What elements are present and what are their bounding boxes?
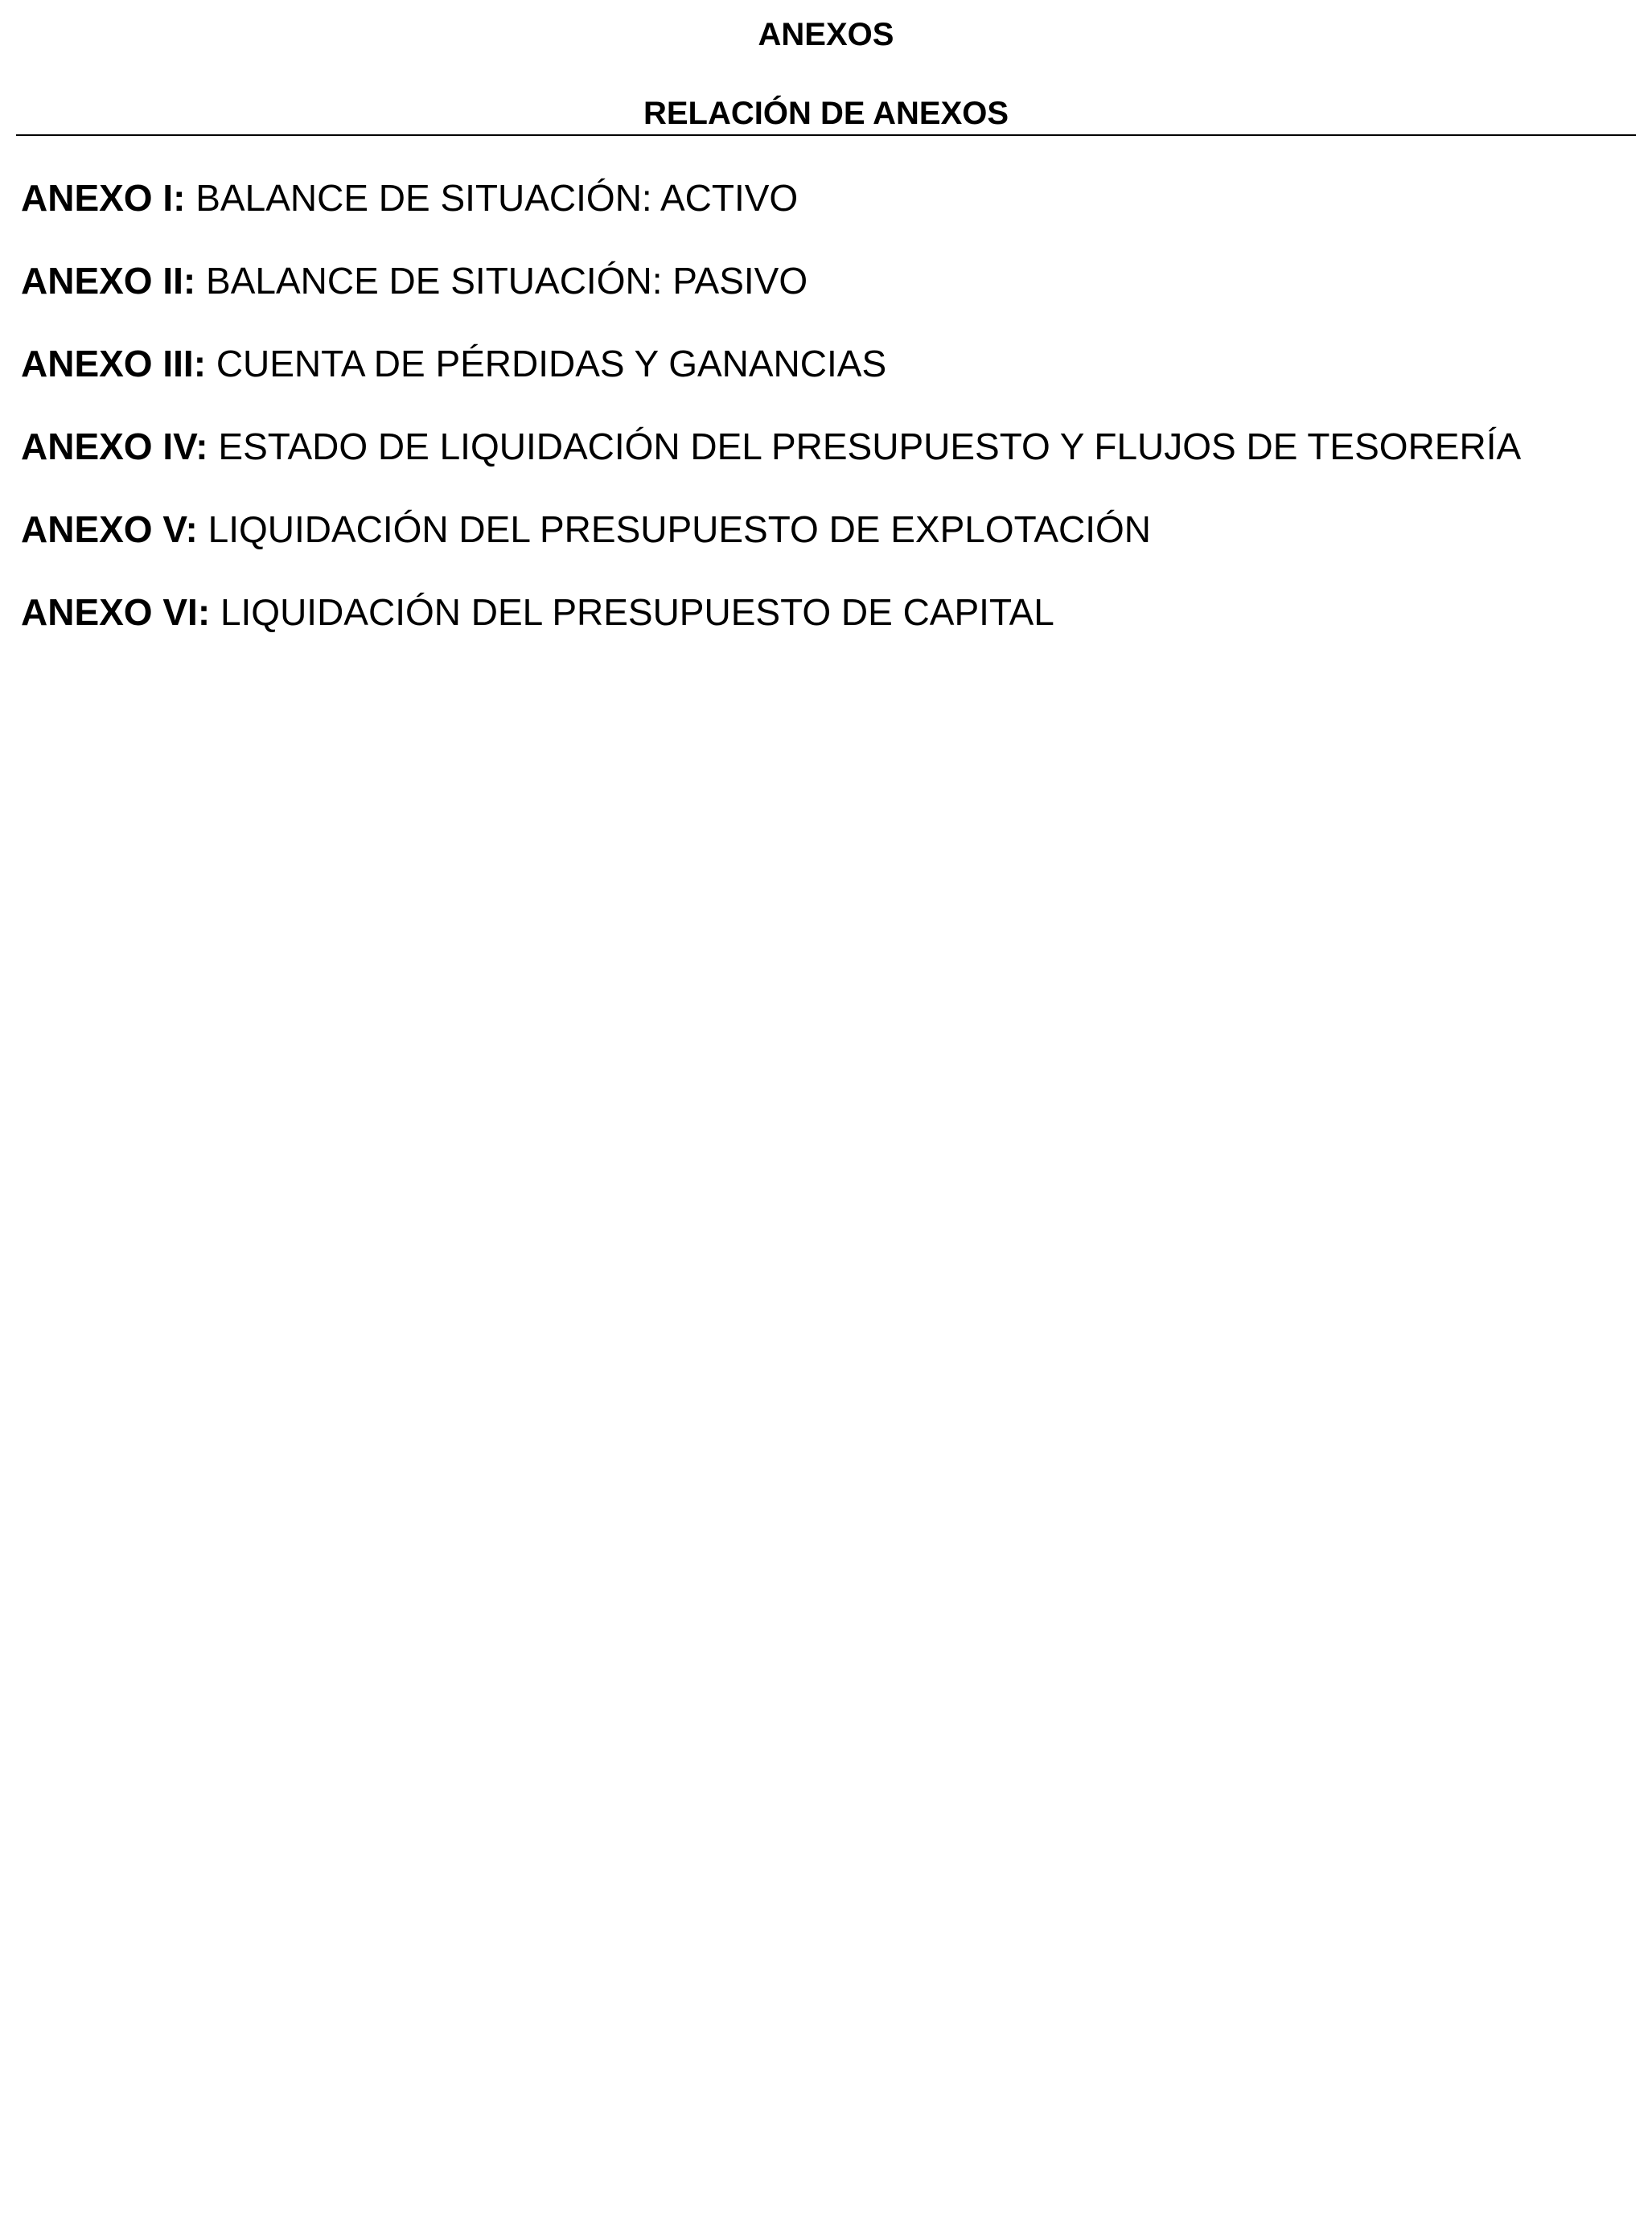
annex-title: CUENTA DE PÉRDIDAS Y GANANCIAS	[216, 343, 887, 384]
annex-item-6	[21, 590, 1629, 672]
annex-item-2	[21, 258, 1629, 341]
section-heading: RELACIÓN DE ANEXOS	[643, 96, 1009, 131]
annex-code: ANEXO III:	[21, 343, 207, 384]
annex-item-1	[21, 175, 1629, 258]
annex-code: ANEXO IV:	[21, 426, 208, 467]
annex-code: ANEXO V:	[21, 508, 198, 550]
annex-item-4	[21, 424, 1629, 507]
page-title: ANEXOS	[758, 17, 894, 52]
annex-title: BALANCE DE SITUACIÓN: ACTIVO	[195, 177, 799, 219]
annex-title: LIQUIDACIÓN DEL PRESUPUESTO DE EXPLOTACIÓN	[208, 508, 1152, 550]
annex-code: ANEXO I:	[21, 177, 186, 219]
annex-title: LIQUIDACIÓN DEL PRESUPUESTO DE CAPITAL	[220, 591, 1054, 633]
heading-divider	[16, 134, 1636, 136]
annex-item-3	[21, 341, 1629, 424]
annex-list	[21, 175, 1629, 672]
annex-title: BALANCE DE SITUACIÓN: PASIVO	[206, 260, 808, 302]
annex-code: ANEXO VI:	[21, 591, 211, 633]
annex-title: ESTADO DE LIQUIDACIÓN DEL PRESUPUESTO Y FLUJOS DE TESORERÍA	[218, 426, 1522, 467]
annex-code: ANEXO II:	[21, 260, 196, 302]
annex-item-5	[21, 507, 1629, 590]
